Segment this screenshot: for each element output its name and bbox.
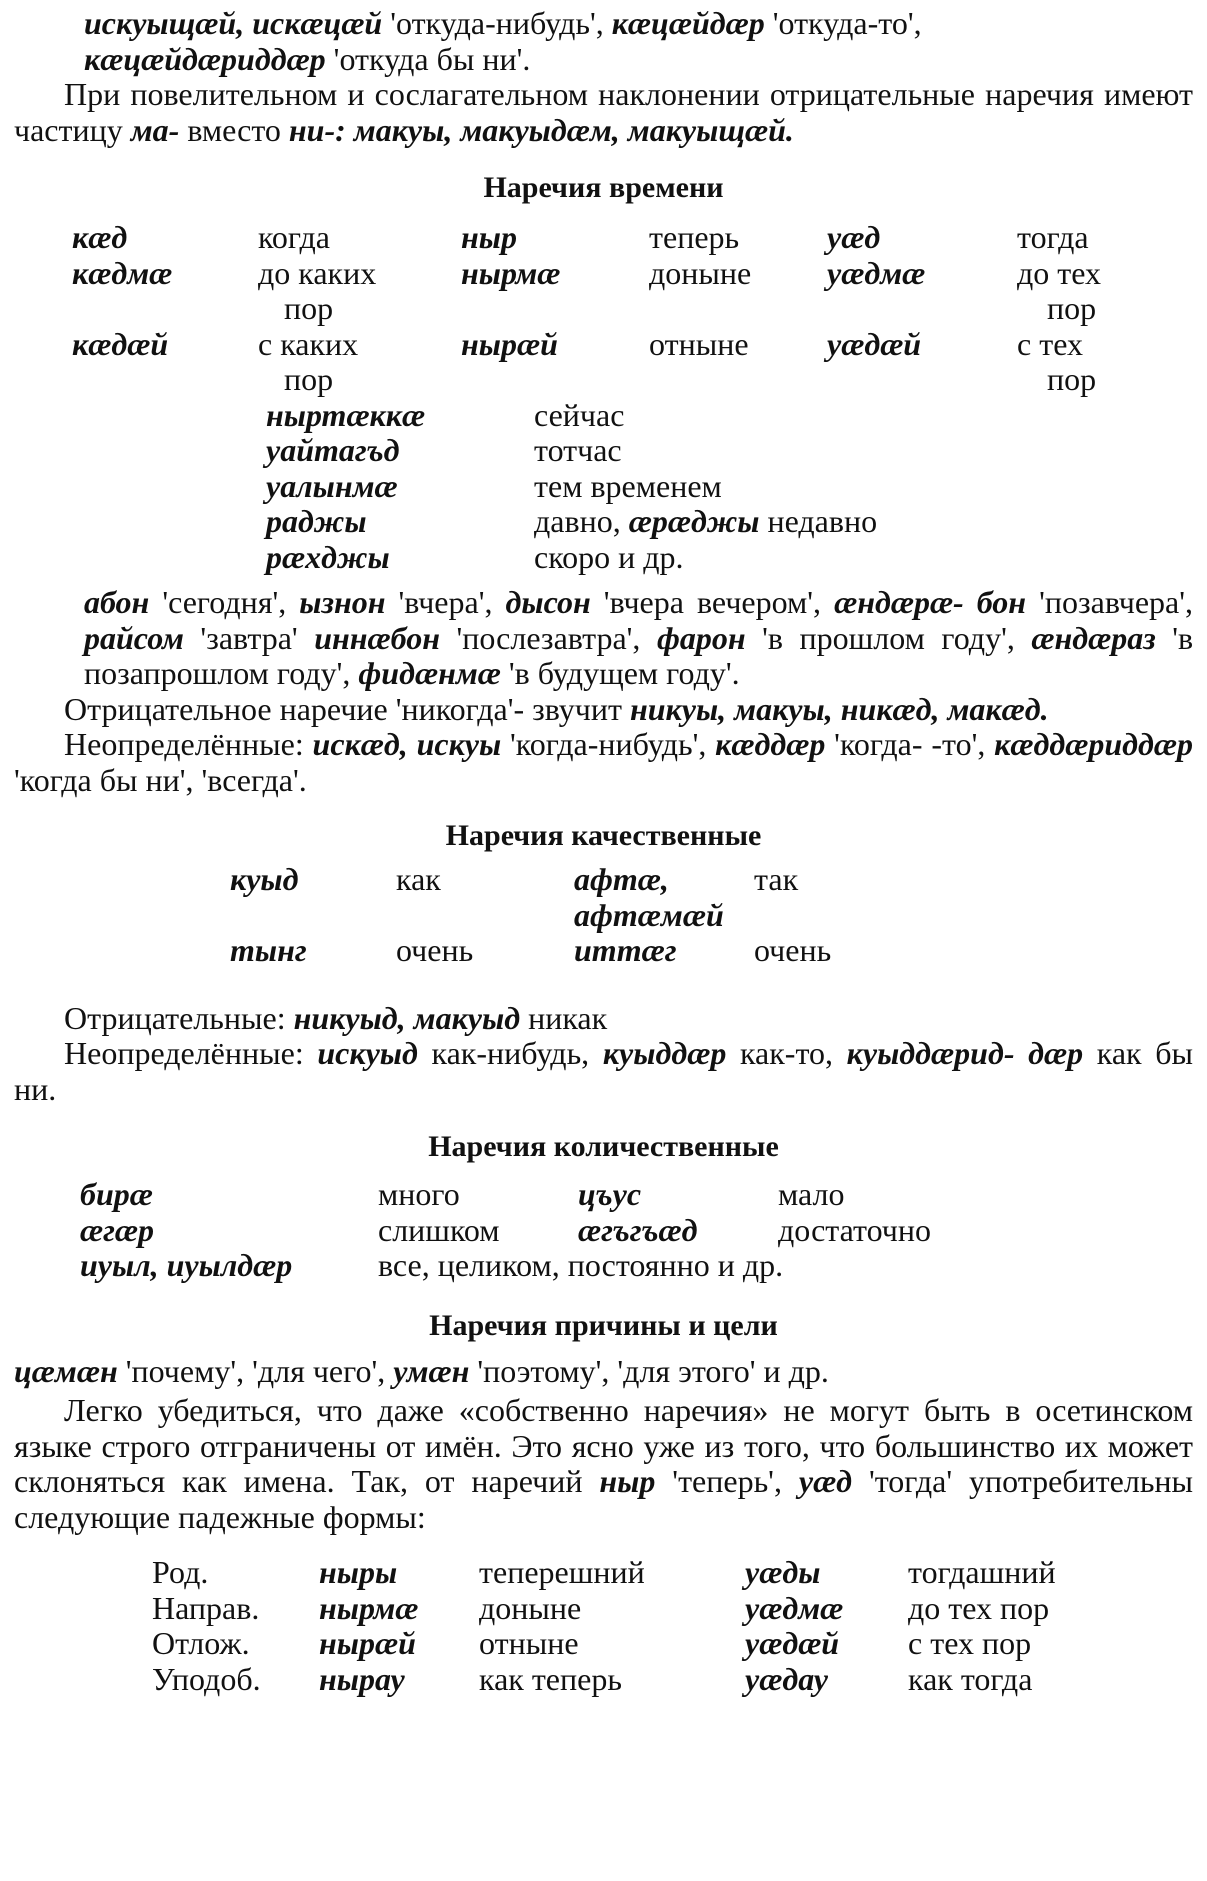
table-cell: очень bbox=[396, 932, 474, 968]
table-cell: кӕдмӕ bbox=[72, 254, 173, 291]
text: Отрицательное наречие 'никогда'- звучит bbox=[64, 690, 622, 727]
table-cell: ныр bbox=[461, 219, 517, 255]
gloss: 'вчера', bbox=[398, 584, 493, 620]
text: 'тогда' употребительны следующие падежные формы: bbox=[14, 1463, 1194, 1535]
table-cell: куыд bbox=[230, 861, 299, 897]
text: как бы ни. bbox=[14, 1035, 1194, 1107]
indefinite-quality-paragraph bbox=[14, 1036, 1193, 1107]
table-cell: когда bbox=[258, 219, 330, 255]
indefinite-time-paragraph bbox=[14, 727, 1193, 798]
table-cell: много bbox=[378, 1176, 460, 1212]
osetian-word: ӕндӕраз bbox=[1031, 619, 1156, 656]
table-cell: уӕдау bbox=[745, 1660, 828, 1697]
table-cell: очень bbox=[754, 932, 832, 968]
gloss: 'в прошлом году', bbox=[762, 619, 1015, 656]
text: вместо bbox=[187, 111, 281, 148]
osetian-word: цӕмӕн bbox=[14, 1352, 118, 1389]
list-item-gloss: сейчас bbox=[534, 396, 625, 433]
list-item-word: ныртӕккӕ bbox=[266, 396, 426, 433]
table-cell: нырау bbox=[319, 1660, 405, 1697]
intro-line bbox=[14, 6, 1193, 42]
table-cell bbox=[72, 291, 258, 327]
table-cell bbox=[827, 362, 1017, 398]
table-cell: иуыл, иуылдӕр bbox=[80, 1247, 293, 1283]
osetian-word: кӕцӕйдӕриддӕр bbox=[84, 40, 326, 77]
table-cell: доныне bbox=[479, 1589, 582, 1626]
table-cell: тогда bbox=[1017, 219, 1089, 255]
cause-paragraph bbox=[14, 1354, 1193, 1390]
quality-adverbs-table bbox=[14, 862, 1193, 969]
osetian-word: фидӕнмӕ bbox=[358, 655, 501, 691]
table-cell: Направ. bbox=[152, 1589, 260, 1626]
table-cell: как теперь bbox=[479, 1660, 622, 1697]
table-cell: все, целиком, постоянно и др. bbox=[378, 1247, 784, 1283]
gloss: 'сегодня', bbox=[162, 584, 287, 620]
osetian-word: ныр bbox=[599, 1463, 656, 1499]
osetian-word: никуыд, макуыд bbox=[293, 999, 521, 1036]
gloss: 'послезавтра', bbox=[456, 619, 641, 656]
text: 'когда-нибудь', bbox=[510, 726, 707, 762]
quantity-adverbs-table bbox=[14, 1177, 1193, 1284]
intro-line-2 bbox=[14, 42, 1193, 78]
osetian-word: куыддӕрид- bbox=[846, 1035, 1015, 1071]
osetian-word: ызнон bbox=[299, 584, 386, 620]
text: никак bbox=[528, 999, 608, 1036]
table-cell bbox=[72, 362, 258, 398]
table-cell: пор bbox=[284, 290, 334, 326]
table-cell bbox=[461, 362, 649, 398]
osetian-word: никуы, макуы, никӕд, bbox=[629, 690, 940, 727]
table-cell: до тех bbox=[1017, 254, 1102, 291]
table-cell: кӕдӕй bbox=[72, 325, 169, 362]
time-adverbs-list bbox=[14, 398, 1193, 576]
gloss: 'откуда бы ни'. bbox=[333, 40, 531, 77]
list-item-word: уайтагъд bbox=[266, 432, 400, 468]
list-item-word: рӕхджы bbox=[266, 538, 390, 575]
text: 'когда бы ни', 'всегда'. bbox=[14, 761, 307, 798]
gloss: будущем году'. bbox=[537, 655, 740, 691]
text: недавно bbox=[767, 503, 878, 539]
negative-time-paragraph bbox=[14, 692, 1193, 728]
table-cell: уӕдӕй bbox=[745, 1625, 840, 1661]
list-item-word: раджы bbox=[266, 503, 367, 539]
table-cell: нырӕй bbox=[319, 1625, 416, 1661]
time-adverbs-table bbox=[14, 220, 1193, 398]
table-cell bbox=[827, 291, 1017, 327]
section-heading-quantity: Наречия количественные bbox=[428, 1130, 779, 1163]
table-cell bbox=[461, 291, 649, 327]
osetian-word: райсом bbox=[84, 619, 184, 656]
table-cell: афтӕ, афтӕмӕй bbox=[574, 861, 724, 933]
table-cell: с тех bbox=[1017, 325, 1083, 362]
text: -то', bbox=[931, 726, 986, 762]
list-item-gloss bbox=[534, 504, 1074, 540]
osetian-word: кӕцӕйдӕр bbox=[611, 5, 765, 41]
text: Неопределённые: bbox=[64, 726, 304, 762]
osetian-word: бон bbox=[976, 584, 1027, 620]
table-cell: уӕд bbox=[827, 219, 881, 255]
gloss: 'откуда-то', bbox=[772, 5, 922, 41]
gloss: 'позавчера', bbox=[1039, 584, 1193, 620]
days-paragraph bbox=[14, 585, 1193, 692]
osetian-word: кӕддӕриддӕр bbox=[994, 726, 1194, 762]
table-cell: доныне bbox=[649, 254, 752, 291]
text: 'теперь', bbox=[672, 1463, 782, 1499]
osetian-word: искӕд, искуы bbox=[312, 726, 502, 762]
text: 'когда- bbox=[834, 726, 923, 762]
osetian-word: ни-: bbox=[288, 111, 346, 148]
table-cell: теперешний bbox=[479, 1554, 645, 1590]
table-cell: ӕгӕр bbox=[80, 1211, 155, 1248]
text: Неопределённые: bbox=[64, 1035, 304, 1071]
text: Отрицательные: bbox=[64, 999, 286, 1036]
conclusion-paragraph bbox=[14, 1393, 1193, 1535]
osetian-word: иннӕбон bbox=[314, 619, 440, 656]
table-cell: уӕдмӕ bbox=[745, 1589, 844, 1626]
table-cell: тынг bbox=[230, 932, 307, 968]
table-cell: уӕды bbox=[745, 1554, 821, 1590]
negative-quality-paragraph bbox=[14, 1001, 1193, 1037]
table-cell: слишком bbox=[378, 1211, 500, 1248]
osetian-word: фарон bbox=[656, 619, 746, 656]
osetian-word: искуыщӕй, искӕцӕй bbox=[84, 5, 383, 41]
table-cell: цъус bbox=[578, 1176, 642, 1212]
section-heading-quality: Наречия качественные bbox=[445, 819, 762, 852]
table-cell: пор bbox=[284, 361, 334, 397]
table-cell: ныры bbox=[319, 1554, 398, 1590]
text: Легко убедиться, что даже «собственно наречия» не могут быть в осетинском языке строго отграничены от имён. Это ясно уже из того, что большинство их может склоняться как имена. Так, от наречий bbox=[14, 1392, 1193, 1499]
osetian-word: умӕн bbox=[393, 1352, 470, 1389]
osetian-word: макуы, макуыдӕм, макуыщӕй. bbox=[353, 111, 794, 148]
table-cell: отныне bbox=[649, 325, 749, 362]
table-cell: отныне bbox=[479, 1625, 579, 1661]
section-heading-time: Наречия времени bbox=[483, 171, 724, 204]
table-cell: нырмӕ bbox=[461, 254, 561, 291]
table-cell: уӕдӕй bbox=[827, 325, 922, 362]
gloss: 'завтра' bbox=[200, 619, 298, 656]
text: 'поэтому', 'для этого' и др. bbox=[477, 1352, 829, 1389]
osetian-word: дӕр bbox=[1028, 1035, 1084, 1071]
table-cell: тогдашний bbox=[908, 1554, 1056, 1590]
osetian-word: искуыд bbox=[317, 1035, 418, 1071]
table-cell: до каких bbox=[258, 254, 377, 291]
table-cell bbox=[649, 291, 827, 327]
table-cell: иттӕг bbox=[574, 932, 677, 968]
table-cell: нырмӕ bbox=[319, 1589, 419, 1626]
table-cell: с каких bbox=[258, 325, 359, 362]
gloss: 'в позапрошлом году', bbox=[84, 619, 1194, 691]
osetian-word: ма- bbox=[130, 111, 180, 148]
table-cell: как bbox=[396, 861, 441, 897]
table-cell: Отлож. bbox=[152, 1625, 250, 1661]
osetian-word: ӕрӕджы bbox=[628, 503, 760, 539]
text: как-нибудь, bbox=[431, 1035, 590, 1071]
table-cell bbox=[649, 362, 827, 398]
section-heading-cause: Наречия причины и цели bbox=[429, 1308, 778, 1342]
table-cell: Род. bbox=[152, 1554, 209, 1590]
table-cell: ӕгъгъӕд bbox=[578, 1211, 698, 1248]
table-cell: уӕдмӕ bbox=[827, 254, 926, 291]
osetian-word: ӕндӕрӕ- bbox=[834, 584, 964, 620]
osetian-word: дысон bbox=[505, 584, 591, 620]
osetian-word: кӕддӕр bbox=[715, 726, 826, 762]
text: При повелительном и сослагательном наклонении отрицательные наречия имеют частицу bbox=[14, 76, 1193, 148]
list-item-word: уалынмӕ bbox=[266, 467, 398, 504]
osetian-word: уӕд bbox=[798, 1463, 853, 1499]
gloss: 'вчера вечером', bbox=[603, 584, 822, 620]
text: 'почему', 'для чего', bbox=[125, 1352, 386, 1389]
table-cell: теперь bbox=[649, 219, 740, 255]
list-item-gloss: тотчас bbox=[534, 432, 622, 468]
table-cell: кӕд bbox=[72, 219, 128, 255]
table-cell: Уподоб. bbox=[152, 1660, 261, 1697]
text: давно, bbox=[534, 503, 621, 539]
table-cell: пор bbox=[1047, 290, 1097, 326]
gloss: 'в bbox=[508, 655, 530, 691]
gloss: 'откуда-нибудь', bbox=[390, 5, 604, 41]
osetian-word: макӕд. bbox=[947, 690, 1049, 727]
table-cell: нырӕй bbox=[461, 325, 558, 362]
table-cell: пор bbox=[1047, 361, 1097, 397]
imperative-paragraph bbox=[14, 77, 1193, 148]
table-cell: как тогда bbox=[908, 1660, 1033, 1697]
table-cell: так bbox=[754, 861, 799, 897]
table-cell: достаточно bbox=[778, 1211, 931, 1248]
table-cell: с тех пор bbox=[908, 1625, 1032, 1661]
text: как-то, bbox=[739, 1035, 833, 1071]
osetian-word: абон bbox=[84, 584, 150, 620]
table-cell: бирӕ bbox=[80, 1176, 153, 1212]
list-item-gloss: тем временем bbox=[534, 467, 722, 504]
osetian-word: куыддӕр bbox=[602, 1035, 727, 1071]
table-cell: мало bbox=[778, 1176, 845, 1212]
list-item-gloss: скоро и др. bbox=[534, 538, 684, 575]
case-forms-table bbox=[14, 1555, 1193, 1697]
table-cell: до тех пор bbox=[908, 1589, 1050, 1626]
